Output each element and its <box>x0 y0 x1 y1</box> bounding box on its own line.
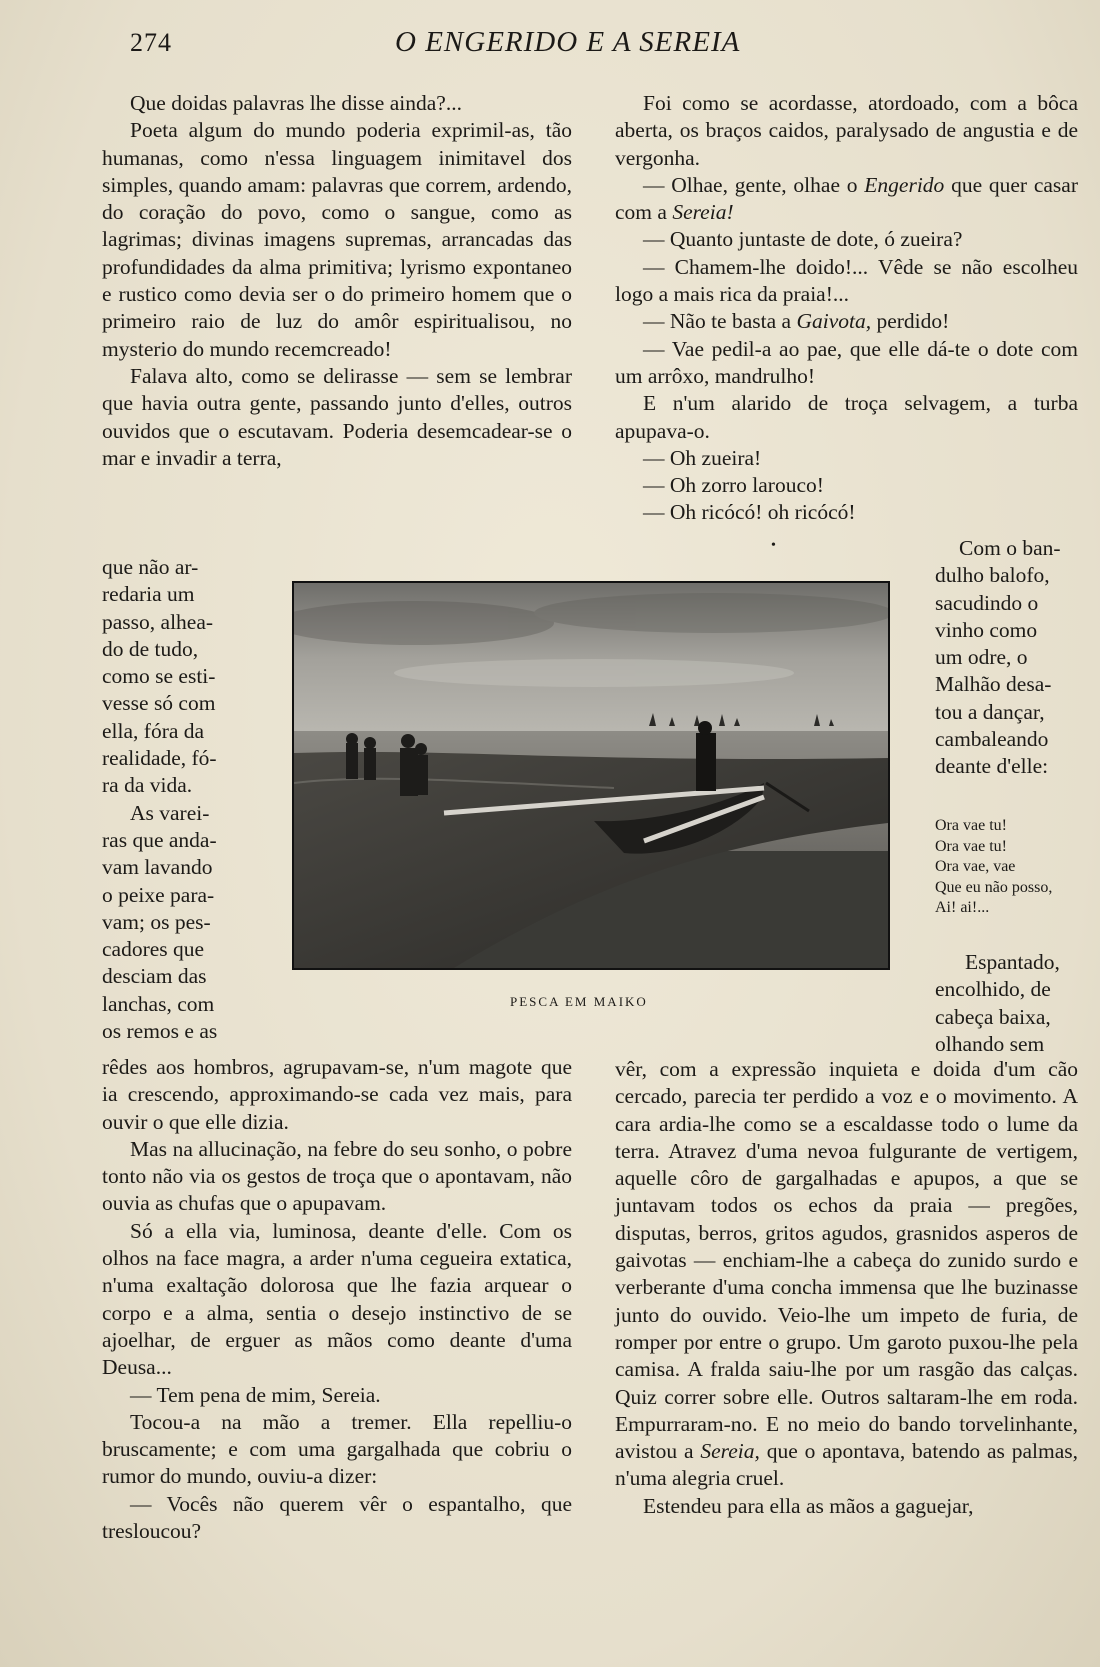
text-line: sacudindo o <box>935 590 1039 615</box>
text-line: cadores que <box>102 937 205 962</box>
text-line: os remos e as <box>102 1019 218 1044</box>
text-line: Com o ban- <box>959 536 1061 560</box>
paragraph: Poeta algum do mundo poderia exprimil-as, tão humanas, como n'essa linguagem inimitavel dos simples, quando amam: palavras que correm, ardendo, do coração do povo, como o sangue, como as lagrimas; divinas imagens supremas, arrancadas das profundidades da alma primitiva; lyrismo expontaneo e rustico como devia ser o do primeiro homem que o primeiro raio de luz do amôr espiritualisou, no mysterio do mundo recemcreado! <box>102 118 572 361</box>
paragraph-text: que o apontava, batendo as palmas, n'uma alegria cruel. <box>615 1439 1078 1491</box>
text-line: encolhido, de <box>935 977 1051 1002</box>
text-line: do de tudo, <box>102 636 199 661</box>
text-line: como se esti- <box>102 664 216 689</box>
page-number: 274 <box>130 28 172 57</box>
shore <box>294 752 888 968</box>
text-line: As varei- <box>130 800 210 825</box>
text-line: redaria um <box>102 582 195 607</box>
photo-caption: PESCA EM MAIKO <box>510 994 648 1009</box>
fishing-photo <box>292 581 890 970</box>
paragraph-text: vêr, com a expressão inquieta e doida d'um cão cercado, parecia ter perdido a voz e o movimento. A cara ardia-lhe como se a escaldasse todo o lume da terra. Atravez d'uma nevoa fulgurante de vertigem, aquelle côro de gargalhadas e apupos, a que se juntavam todos os echos da praia — pregões, disputas, berros, gritos agudos, grasnidos asperos de gaivotas — enchiam-lhe a cabeça do zunido surdo e verberante d'uma concha immensa que lhe buzinasse junto do ouvido. Veio-lhe um impeto de furia, de romper por entre o grupo. Um garoto puxou-lhe pela camisa. A fralda saiu-lhe por um rasgão das calças. Quiz correr sobre elle. Outros saltaram-lhe em roda. Empurraram-no. E no meio do bando torvelinhante, avistou a <box>615 1057 1078 1464</box>
paragraph: Mas na allucinação, na febre do seu sonho, o pobre tonto não via os gestos de troça que o apontavam, não ouvia as chufas que o apupavam. <box>102 1136 572 1216</box>
text-line: ella, fóra da <box>102 718 205 743</box>
text-line: um odre, o <box>935 645 1028 670</box>
dialogue-line: — Quanto juntaste de dote, ó zueira? <box>643 227 963 252</box>
dialogue-line: — Vae pedil-a ao pae, que elle dá-te o dote com um arrôxo, mandrulho! <box>615 336 1078 388</box>
beach-scene-image <box>294 583 888 968</box>
text-line: que não ar- <box>102 555 199 579</box>
dialogue-text: perdido! <box>871 309 950 334</box>
italic-name: Sereia! <box>672 200 734 225</box>
text-line: vesse só com <box>102 691 216 716</box>
right-column-narrow <box>935 535 1078 781</box>
text-line: cabeça baixa, <box>935 1004 1051 1029</box>
dialogue-line: — Vocês não querem vêr o espantalho, que tresloucou? <box>102 1491 572 1544</box>
verse-line: Que eu não posso, <box>935 878 1053 896</box>
dialogue-line: — Oh zueira! <box>643 445 762 470</box>
paragraph: Foi como se acordasse, atordoado, com a bôca aberta, os braços caidos, paralysado de angustia e de vergonha. <box>615 91 1078 170</box>
text-line: dulho balofo, <box>935 563 1050 588</box>
right-column-bottom <box>615 1056 1078 1520</box>
dialogue-line <box>615 308 1078 335</box>
dialogue-text: — Não te basta a <box>643 309 797 334</box>
italic-name: Engerido <box>864 172 945 197</box>
right-column-narrow-2 <box>935 949 1078 1058</box>
left-column-narrow <box>102 554 260 1045</box>
paragraph: E n'um alarido de troça selvagem, a turba apupava-o. <box>615 391 1078 443</box>
right-column-top <box>615 90 1078 527</box>
italic-name: Gaivota, <box>796 309 872 334</box>
left-column-bottom <box>102 1054 572 1545</box>
paragraph: Tocou-a na mão a tremer. Ella repelliu-o bruscamente; e com uma gargalhada que cobriu o rumor do mundo, ouviu-a dizer: <box>102 1409 572 1489</box>
dialogue-line <box>102 1382 572 1409</box>
text-line: realidade, fó- <box>102 746 217 771</box>
paragraph <box>615 1056 1078 1493</box>
paragraph: Estendeu para ella as mãos a gaguejar, <box>643 1493 974 1518</box>
text-line: ras que anda- <box>102 827 217 852</box>
text-line: ra da vida. <box>102 773 193 798</box>
text-line: cambaleando <box>935 727 1049 752</box>
paragraph: Que doidas palavras lhe disse ainda?... <box>130 91 462 115</box>
paragraph: Só a ella via, luminosa, deante d'elle. Com os olhos na face magra, a arder n'uma cegueira extatica, n'uma exaltação dolorosa que lhe fazia arquear o corpo e a alma, sentia o desejo instinctivo de se ajoelhar, de erguer as mãos como deante d'uma Deusa... <box>102 1218 572 1380</box>
dialogue-line: — Oh zorro larouco! <box>643 473 824 498</box>
text-line: passo, alhea- <box>102 609 214 634</box>
italic-name: Sereia, <box>700 1439 760 1464</box>
text-line: deante d'elle: <box>935 754 1049 779</box>
verse-line: Ai! ai!... <box>935 899 990 916</box>
dialogue-text: que quer casar com a <box>615 172 1079 225</box>
running-title: O ENGERIDO E A SEREIA <box>395 26 741 58</box>
text-line: desciam das <box>102 964 207 989</box>
text-line: Malhão desa- <box>935 672 1052 697</box>
verse-line: Ora vae tu! <box>935 817 1007 834</box>
dialogue-line: — Chamem-lhe doido!... Vêde se não escolheu logo a mais rica da praia!... <box>615 254 1078 307</box>
text-line: lanchas, com <box>102 991 215 1016</box>
text-line: tou a dançar, <box>935 699 1045 724</box>
verse-line: Ora vae, vae <box>935 858 1016 875</box>
dialogue-text: — Tem pena de mim, Sereia. <box>130 1382 381 1407</box>
dialogue-line: — Oh ricócó! oh ricócó! <box>643 500 856 525</box>
text-line: vinho como <box>935 617 1038 642</box>
paragraph: rêdes aos hombros, agrupavam-se, n'um magote que ia crescendo, approximando-se cada vez mais, para ouvir o que elle dizia. <box>102 1055 572 1134</box>
dialogue-line <box>615 172 1078 227</box>
text-line: olhando sem <box>935 1031 1045 1056</box>
song-verse <box>935 816 1085 919</box>
text-line: Espantado, <box>965 950 1060 974</box>
paragraph: Falava alto, como se delirasse — sem se lembrar que havia outra gente, passando junto d'elles, outros ouvidos que o escutavam. Poderia desemcadear-se o mar e invadir a terra, <box>102 363 572 470</box>
text-line: o peixe para- <box>102 882 215 907</box>
bullet-mark: • <box>771 538 776 553</box>
text-line: vam; os pes- <box>102 909 211 934</box>
left-column-top <box>102 90 572 472</box>
verse-line: Ora vae tu! <box>935 837 1007 855</box>
dialogue-text: — Olhae, gente, olhae o <box>643 172 865 197</box>
text-line: vam lavando <box>102 855 213 880</box>
